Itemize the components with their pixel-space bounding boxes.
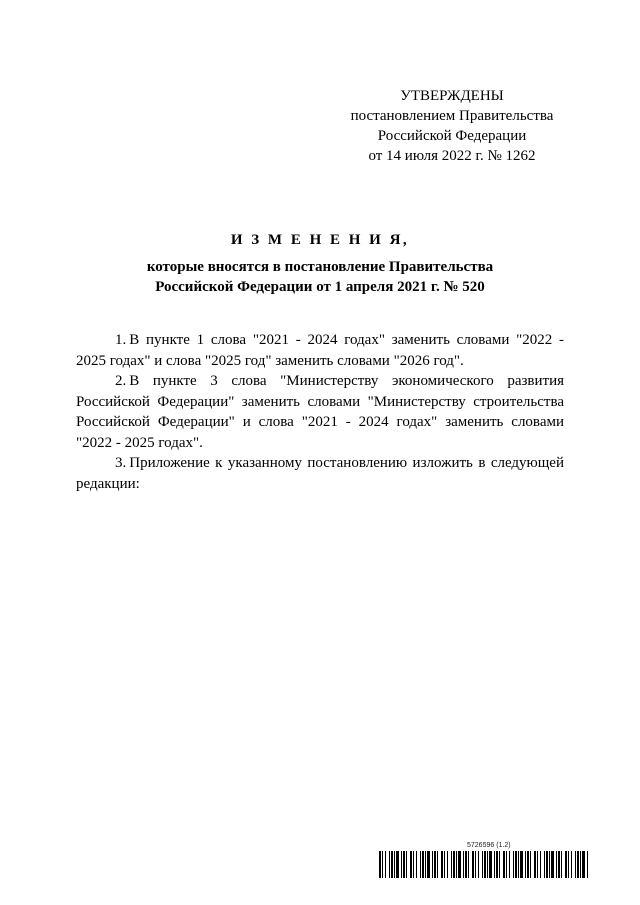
barcode-bar: [478, 851, 479, 878]
barcode-bar: [465, 851, 467, 878]
barcode-bar: [530, 851, 531, 878]
paragraph-text: В пункте 1 слова "2021 - 2024 годах" заменить словами "2022 - 2025 годах" и слова "2025 год" заменить словами "2026 год".: [76, 332, 564, 369]
barcode-bar: [568, 851, 569, 878]
barcode-bar: [425, 851, 426, 878]
barcode-bar: [416, 851, 417, 878]
barcode-bar: [403, 851, 405, 878]
barcode-bar: [544, 851, 545, 878]
barcode-bar: [456, 851, 457, 878]
paragraph-1: [76, 330, 564, 371]
barcode-bar: [420, 851, 421, 878]
barcode-bar: [571, 851, 572, 878]
barcode-bar: [527, 851, 529, 878]
barcode-bar: [422, 851, 424, 878]
barcode-bar: [587, 851, 588, 878]
paragraph-number: 3.: [115, 455, 127, 471]
barcode-bar: [540, 851, 541, 878]
approval-line-date-number: от 14 июля 2022 г. № 1262: [368, 148, 536, 164]
approval-heading: УТВЕРЖДЕНЫ: [400, 88, 504, 104]
barcode-bar: [551, 851, 554, 878]
approval-line-resolution: постановлением Правительства: [350, 108, 554, 124]
barcode-bar: [458, 851, 461, 878]
barcode-bar: [382, 851, 383, 878]
paragraph-2: [76, 371, 564, 453]
barcode-bar: [427, 851, 430, 878]
document-body: [76, 330, 564, 494]
barcode-bar: [506, 851, 507, 878]
barcode-bar: [391, 851, 393, 878]
barcode-bar: [389, 851, 390, 878]
barcode-bar: [396, 851, 399, 878]
barcode-bar: [406, 851, 407, 878]
barcode-bar: [580, 851, 581, 878]
document-subtitle: [0, 257, 640, 297]
barcode-bar: [441, 851, 443, 878]
document-title: И З М Е Н Е Н И Я,: [230, 232, 410, 248]
barcode-bar: [468, 851, 469, 878]
barcode-bar: [482, 851, 483, 878]
barcode-bar: [518, 851, 519, 878]
paragraph-number: 2.: [115, 373, 127, 389]
barcode-bar: [561, 851, 562, 878]
barcode-bar: [437, 851, 438, 878]
barcode-bar: [546, 851, 548, 878]
barcode-bar: [444, 851, 445, 878]
barcode-bar: [379, 851, 381, 878]
barcode-bar: [484, 851, 486, 878]
barcode-bar: [453, 851, 455, 878]
barcode-bar: [520, 851, 523, 878]
barcode-bar: [549, 851, 550, 878]
barcode-bar: [410, 851, 412, 878]
barcode-bar: [577, 851, 579, 878]
barcode-bar: [401, 851, 402, 878]
barcode-bar: [575, 851, 576, 878]
paragraph-3: [76, 453, 564, 494]
barcode-bar: [556, 851, 557, 878]
barcode-bar: [499, 851, 500, 878]
subtitle-line-1: которые вносятся в постановление Правительства: [146, 259, 494, 275]
barcode-bar: [496, 851, 498, 878]
barcode-caption: 5726596 (1.2): [467, 842, 511, 849]
barcode-bar: [534, 851, 536, 878]
barcode-bar: [513, 851, 514, 878]
barcode-bar: [413, 851, 414, 878]
barcode-bar: [432, 851, 433, 878]
barcode-bar: [451, 851, 452, 878]
barcode-bar: [447, 851, 448, 878]
paragraph-text: Приложение к указанному постановлению изложить в следующей редакции:: [76, 455, 564, 492]
document-barcode: [379, 842, 588, 880]
approval-line-federation: Российской Федерации: [377, 128, 527, 144]
barcode-bar: [515, 851, 517, 878]
paragraph-text: В пункте 3 слова "Министерству экономического развития Российской Федерации" заменить словами "Министерству строительства Российской Федерации" и слова "2021 - 2024 годах" заменить словами "2022 - 2025 годах".: [76, 373, 564, 451]
barcode-bar: [487, 851, 488, 878]
barcode-bar: [463, 851, 464, 878]
barcode-bar: [565, 851, 567, 878]
barcode-bar: [472, 851, 474, 878]
approval-stamp: [336, 86, 568, 166]
barcode-bar: [494, 851, 495, 878]
barcode-bar: [509, 851, 510, 878]
barcode-bar: [503, 851, 505, 878]
barcode-bar: [537, 851, 538, 878]
barcode-bar: [525, 851, 526, 878]
barcode-bar: [385, 851, 386, 878]
barcode-bar: [434, 851, 436, 878]
barcode-bar: [558, 851, 560, 878]
barcode-bar: [489, 851, 492, 878]
barcode-icon: [379, 851, 588, 878]
barcode-bar: [475, 851, 476, 878]
barcode-bar: [582, 851, 585, 878]
paragraph-number: 1.: [115, 332, 127, 348]
barcode-bar: [394, 851, 395, 878]
subtitle-line-2: Российской Федерации от 1 апреля 2021 г. № 520: [155, 279, 485, 295]
